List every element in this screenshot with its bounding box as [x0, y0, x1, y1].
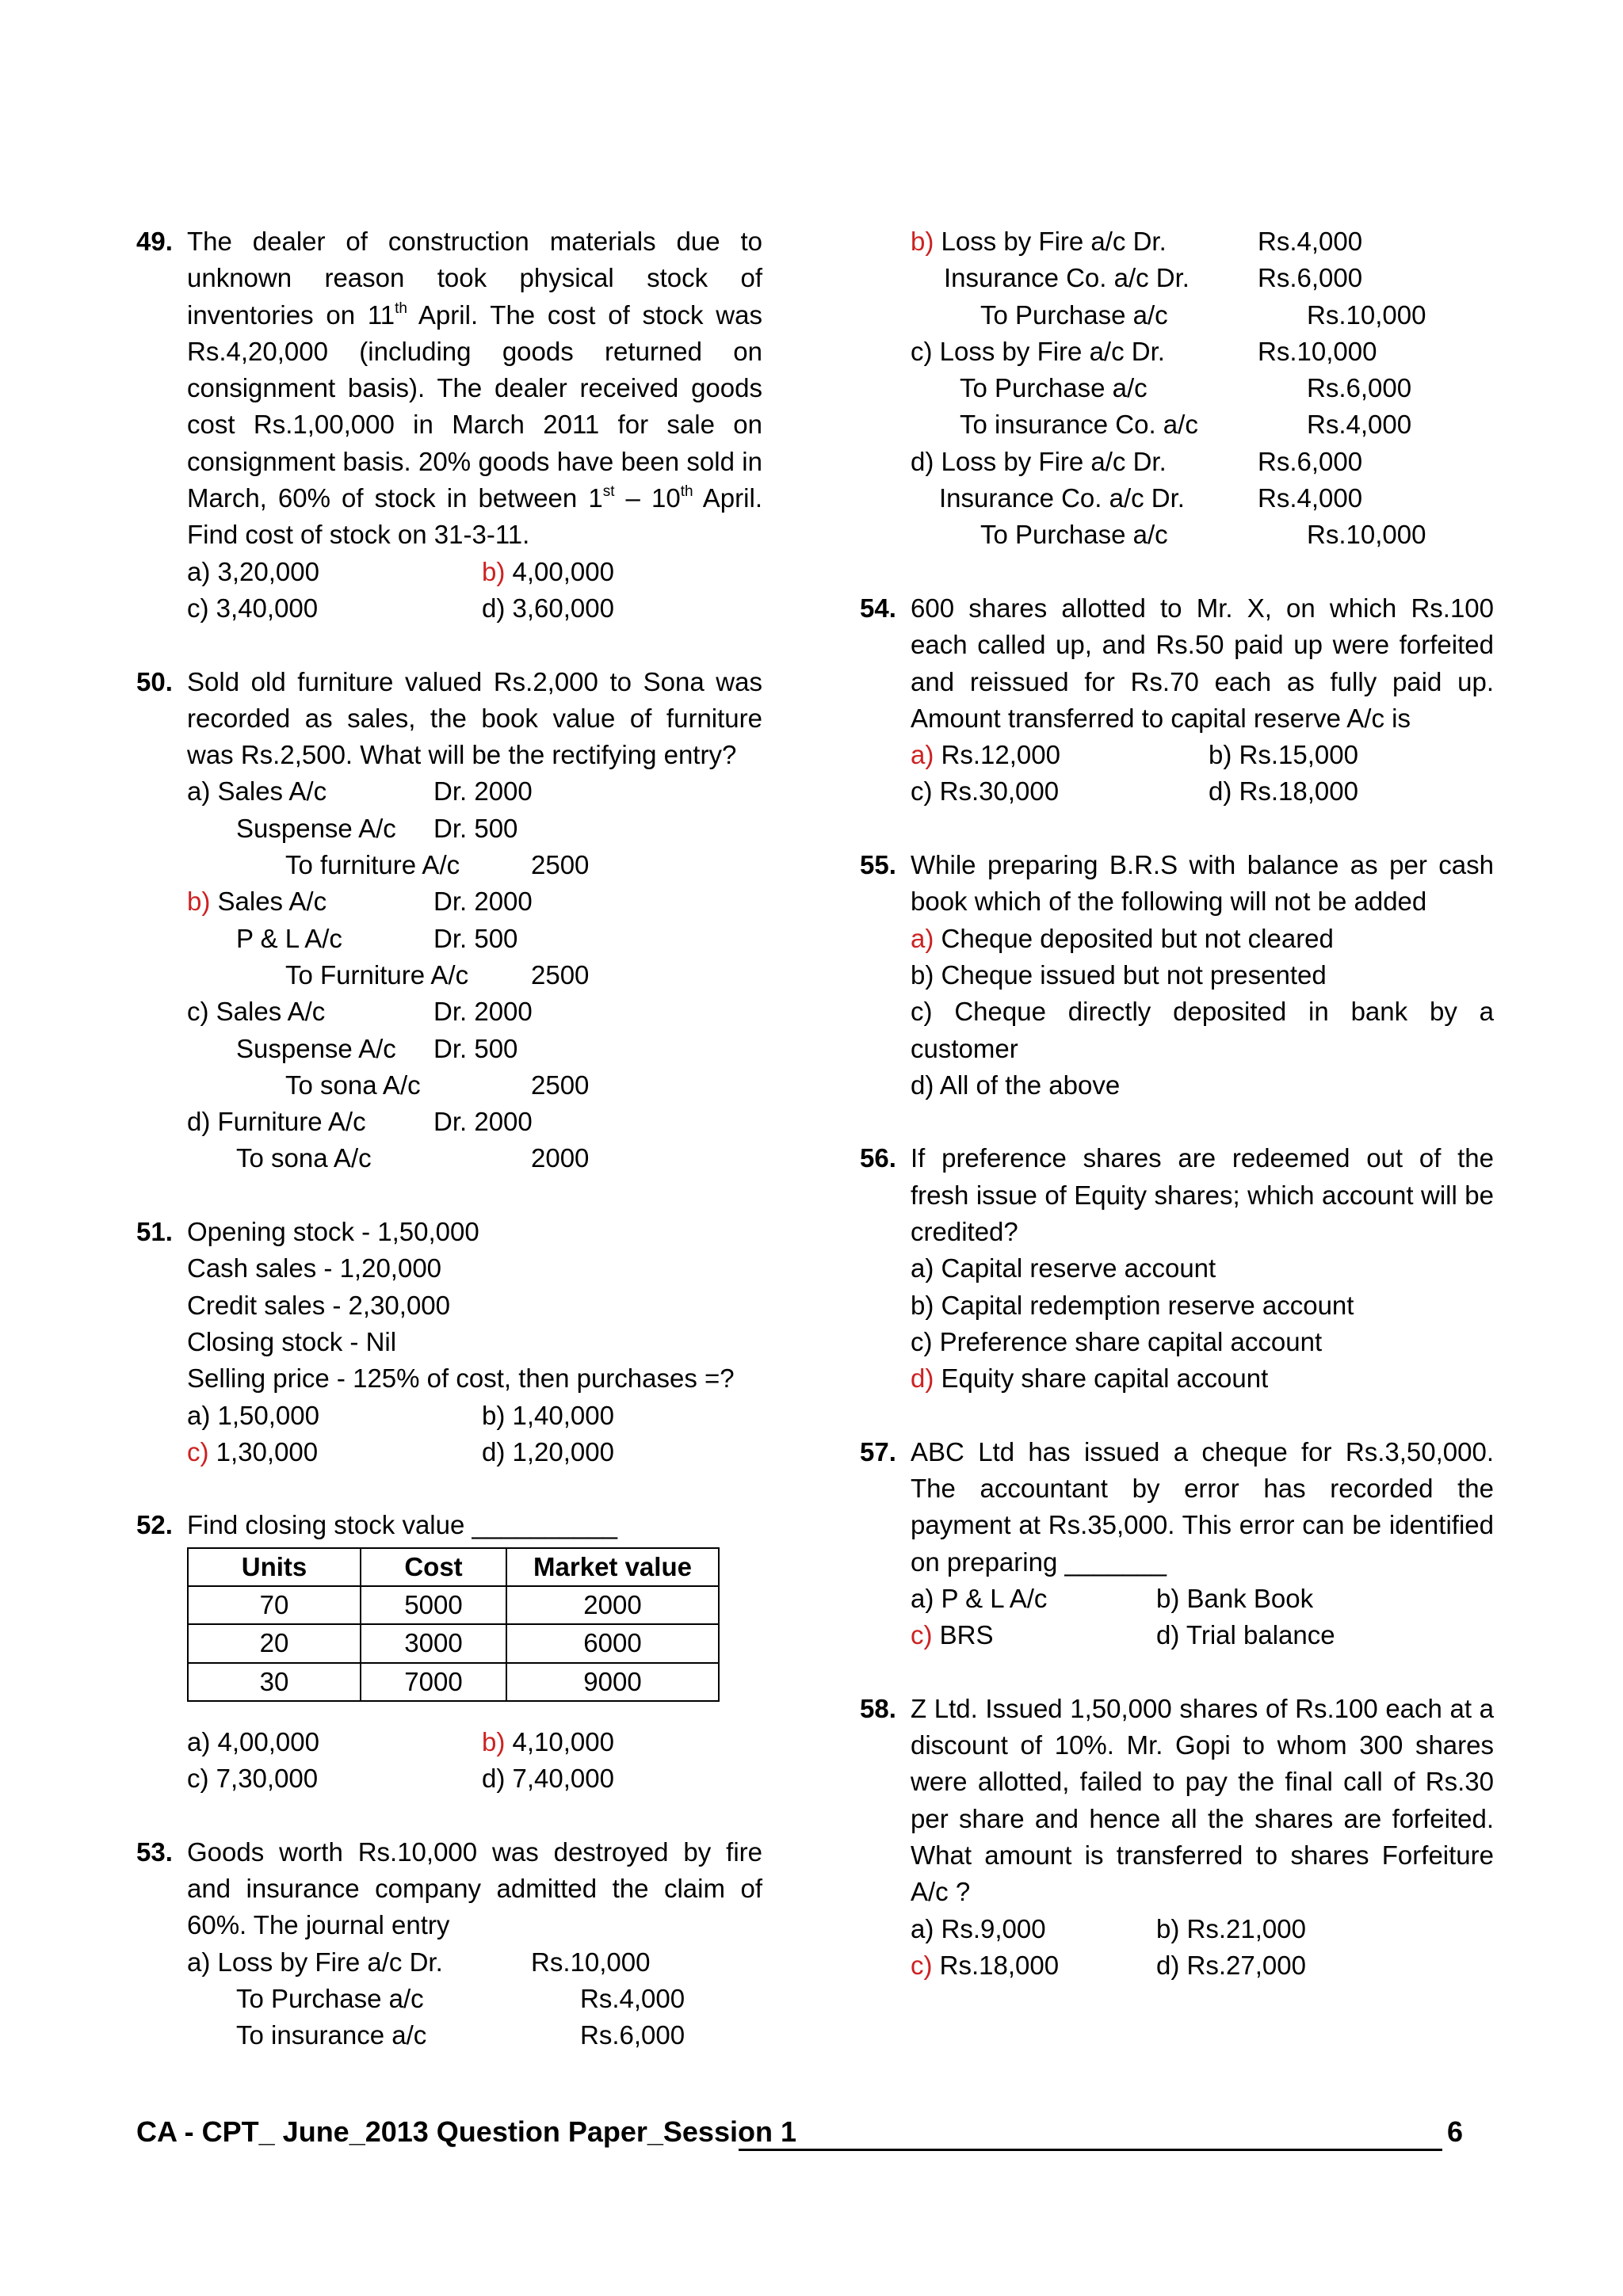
table-header-row — [188, 1548, 719, 1586]
option-b: b) Rs.21,000 — [1156, 1913, 1306, 1943]
footer-rule — [739, 2149, 1442, 2151]
option-c: c) 3,40,000 — [187, 593, 319, 623]
question-number: 55. — [860, 850, 896, 880]
table-cell: 5000 — [361, 1586, 506, 1624]
question-line: Selling price - 125% of cost, then purchases =? — [187, 1363, 735, 1394]
question-number: 56. — [860, 1143, 896, 1173]
option-d: d) Trial balance — [1156, 1620, 1335, 1650]
right-column — [860, 223, 1494, 2021]
question-number: 58. — [860, 1693, 896, 1723]
option-b: b) Loss by Fire a/c Dr. Rs.4,000 — [911, 227, 1363, 256]
question-line: Closing stock - Nil — [187, 1326, 397, 1356]
table-cell: 9000 — [506, 1663, 719, 1701]
option-c: c) Sales A/c Dr. 2000 — [187, 997, 533, 1027]
left-column — [136, 223, 762, 2091]
table-cell: 2000 — [506, 1586, 719, 1624]
options-row — [911, 1617, 1494, 1653]
options-row — [187, 554, 762, 590]
options-row — [187, 1760, 762, 1797]
question-text: ABC Ltd has issued a cheque for Rs.3,50,000. The accountant by error has recorded the payment at Rs.35,000. This error can be identified on preparing _______ — [911, 1436, 1494, 1577]
question-number: 50. — [136, 666, 173, 696]
option-a: a) Sales A/c Dr. 2000 — [187, 776, 533, 807]
column-header: Market value — [506, 1548, 719, 1586]
option-c: c) Preference share capital account — [911, 1326, 1323, 1356]
table-cell: 3000 — [361, 1624, 506, 1662]
question-number: 52. — [136, 1510, 173, 1540]
column-header: Cost — [361, 1548, 506, 1586]
question-text: The dealer of construction materials due to unknown reason took physical stock of inventories on 11th April. The cost of stock was Rs.4,20,000 (including goods returned on consignment basis). The dealer received goods cost Rs.1,00,000 in March 2011 for sale on consignment basis. 20% goods have been sold in March, 60% of stock in between 1st – 10th April. Find cost of stock on 31-3-11. — [187, 227, 762, 550]
question-55 — [860, 847, 1494, 1104]
question-50: 50. Sold old furniture valued Rs.2,000 to Sona was recorded as sales, the book value of furniture was Rs.2,500. What will be the rectifying entry? a) Sales A/c Dr. 2000 Suspense A/c Dr. 500 To furniture A/c 2500 b) Sales A/c Dr. 2000 P & L A/c Dr. 500 To Furniture A/c 2500 c) Sales A/c Dr. 2000 Suspense A/c Dr. 500 To sona A/c 2500 d) Furniture A/c Dr. 2000 To sona A/c 2000 — [136, 664, 762, 1177]
option-a: a) Rs.9,000 — [911, 1913, 1046, 1943]
options-row — [911, 737, 1494, 773]
option-a: a) 3,20,000 — [187, 556, 319, 586]
question-text: Z Ltd. Issued 1,50,000 shares of Rs.100 each at a discount of 10%. Mr. Gopi to whom 300 shares were allotted, failed to pay the final call of Rs.30 per share and hence all the shares are forfeited. What amount is transferred to shares Forfeiture A/c ? — [911, 1693, 1494, 1907]
option-d: d) Furniture A/c Dr. 2000 — [187, 1107, 533, 1137]
options-row — [911, 1581, 1494, 1617]
option-c: c) Loss by Fire a/c Dr. Rs.10,000 — [911, 336, 1377, 366]
option-d: d) Rs.18,000 — [1209, 776, 1358, 807]
options-row — [911, 773, 1494, 810]
options-row — [911, 1911, 1494, 1947]
table-row — [188, 1586, 719, 1624]
option-c: c) Cheque directly deposited in bank by a customer — [911, 997, 1494, 1063]
option-b: b) Cheque issued but not presented — [911, 959, 1327, 990]
option-b: b) Capital redemption reserve account — [911, 1290, 1354, 1320]
question-56 — [860, 1140, 1494, 1397]
option-b: b) 1,40,000 — [482, 1400, 614, 1430]
option-c: c) Rs.18,000 — [911, 1950, 1060, 1980]
option-a: a) 4,00,000 — [187, 1726, 319, 1756]
page-number: 6 — [1447, 2115, 1464, 2148]
option-b: b) Sales A/c Dr. 2000 — [187, 887, 533, 917]
option-d: d) 3,60,000 — [482, 593, 614, 623]
question-49 — [136, 223, 762, 627]
options-row — [911, 1947, 1494, 1984]
question-52 — [136, 1507, 762, 1797]
question-number: 54. — [860, 593, 896, 623]
options-row — [187, 1724, 762, 1760]
option-c: c) BRS — [911, 1620, 994, 1650]
question-text: Find closing stock value __________ — [187, 1510, 618, 1540]
question-line: Credit sales - 2,30,000 — [187, 1290, 451, 1320]
table-cell: 70 — [188, 1586, 361, 1624]
option-c: c) Rs.30,000 — [911, 776, 1060, 807]
option-b: b) Rs.15,000 — [1209, 740, 1358, 770]
table-cell: 7000 — [361, 1663, 506, 1701]
question-text: Goods worth Rs.10,000 was destroyed by fire and insurance company admitted the claim of 60%. The journal entry — [187, 1836, 762, 1940]
option-b: b) Bank Book — [1156, 1583, 1314, 1613]
table-cell: 6000 — [506, 1624, 719, 1662]
question-text: Sold old furniture valued Rs.2,000 to Sona was recorded as sales, the book value of furniture was Rs.2,500. What will be the rectifying entry? — [187, 666, 762, 770]
option-d: d) Rs.27,000 — [1156, 1950, 1306, 1980]
option-d: d) All of the above — [911, 1070, 1121, 1100]
table-cell: 20 — [188, 1624, 361, 1662]
options-row — [187, 590, 762, 627]
question-54 — [860, 590, 1494, 810]
option-d: d) 1,20,000 — [482, 1436, 614, 1466]
question-number: 51. — [136, 1217, 173, 1247]
question-57 — [860, 1434, 1494, 1654]
question-58 — [860, 1691, 1494, 1984]
option-a: a) Capital reserve account — [911, 1253, 1216, 1283]
table-cell: 30 — [188, 1663, 361, 1701]
option-a: a) 1,50,000 — [187, 1400, 319, 1430]
column-header: Units — [188, 1548, 361, 1586]
question-text: 600 shares allotted to Mr. X, on which Rs.100 each called up, and Rs.50 paid up were forfeited and reissued for Rs.70 each as fully paid up. Amount transferred to capital reserve A/c is — [911, 593, 1494, 733]
option-a: a) Cheque deposited but not cleared — [911, 923, 1334, 953]
table-row — [188, 1663, 719, 1701]
option-d: d) Loss by Fire a/c Dr. Rs.6,000 — [911, 446, 1363, 476]
question-number: 57. — [860, 1436, 896, 1466]
options-row — [187, 1398, 762, 1434]
question-number: 53. — [136, 1836, 173, 1867]
question-53-continued: b) Loss by Fire a/c Dr. Rs.4,000 Insurance Co. a/c Dr. Rs.6,000 To Purchase a/c Rs.10,000 c) Loss by Fire a/c Dr. Rs.10,000 To Purchase a/c Rs.6,000 To insurance Co. a/c Rs.4,000 d) Loss by Fire a/c Dr. Rs.6,000 Insurance Co. a/c Dr. Rs.4,000 To Purchase a/c Rs.10,000 — [860, 223, 1494, 554]
options-row — [187, 1434, 762, 1470]
stock-table — [187, 1547, 720, 1702]
option-b: b) 4,00,000 — [482, 556, 614, 586]
question-line: Opening stock - 1,50,000 — [187, 1217, 479, 1247]
option-a: a) P & L A/c — [911, 1583, 1048, 1613]
option-c: c) 1,30,000 — [187, 1436, 319, 1466]
footer-title: CA - CPT_ June_2013 Question Paper_Session 1 — [136, 2115, 796, 2148]
option-c: c) 7,30,000 — [187, 1764, 319, 1794]
option-b: b) 4,10,000 — [482, 1726, 614, 1756]
question-text: If preference shares are redeemed out of the fresh issue of Equity shares; which account will be credited? — [911, 1143, 1494, 1247]
question-text: While preparing B.R.S with balance as per cash book which of the following will not be added — [911, 850, 1494, 917]
option-d: d) 7,40,000 — [482, 1764, 614, 1794]
option-a: a) Loss by Fire a/c Dr. Rs.10,000 — [187, 1947, 651, 1977]
option-d: d) Equity share capital account — [911, 1363, 1269, 1394]
question-line: Cash sales - 1,20,000 — [187, 1253, 442, 1283]
question-number: 49. — [136, 227, 173, 256]
question-51 — [136, 1214, 762, 1470]
question-53: 53. Goods worth Rs.10,000 was destroyed by fire and insurance company admitted the claim of 60%. The journal entry a) Loss by Fire a/c Dr. Rs.10,000 To Purchase a/c Rs.4,000 To insurance a/c Rs.6,000 — [136, 1834, 762, 2054]
table-row — [188, 1624, 719, 1662]
option-a: a) Rs.12,000 — [911, 740, 1060, 770]
